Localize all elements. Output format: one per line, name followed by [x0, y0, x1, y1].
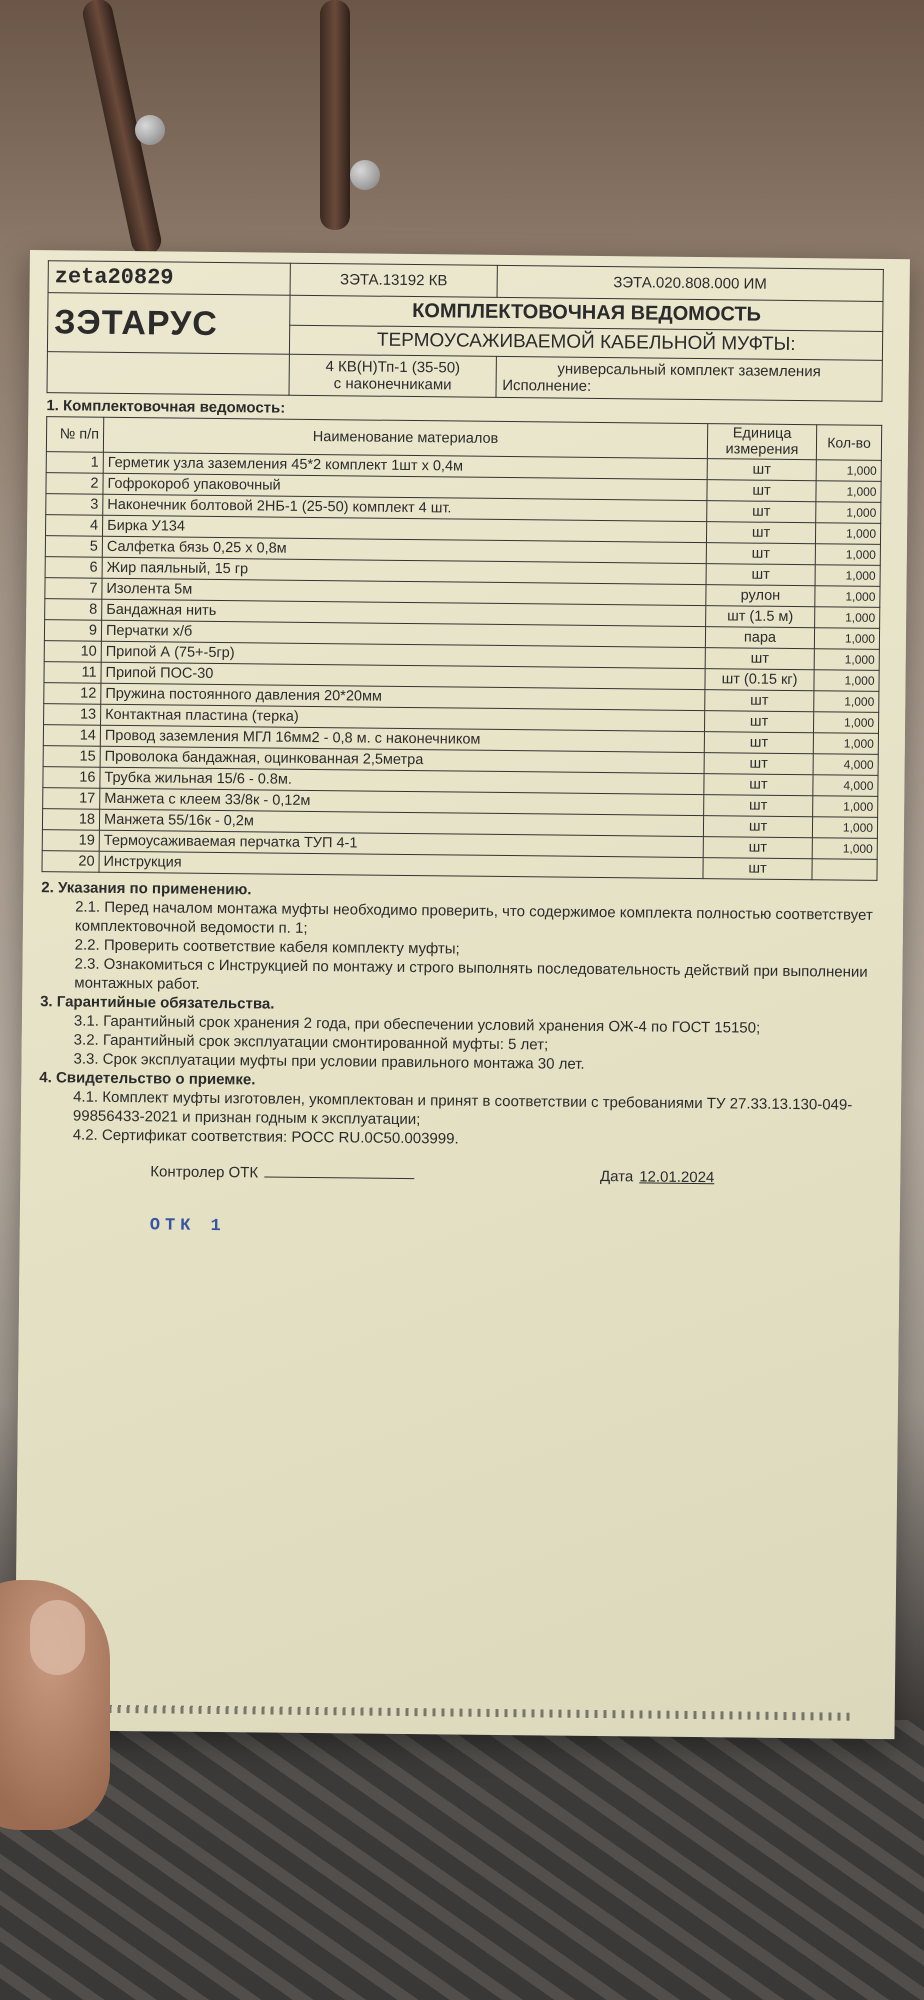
row-number: 3	[46, 494, 103, 516]
row-number: 9	[44, 620, 101, 642]
row-unit: шт	[704, 753, 813, 775]
header-block	[47, 260, 884, 402]
doc-code-right: ЗЭТА.020.808.000 ИМ	[497, 265, 884, 301]
row-number: 13	[44, 704, 101, 726]
company-logo: ЗЭТАРУС	[47, 293, 290, 355]
finger-nail	[30, 1600, 85, 1675]
col-qty: Кол-во	[816, 425, 881, 461]
col-name: Наименование материалов	[103, 417, 707, 458]
row-name: Салфетка бязь 0,25 х 0,8м	[102, 536, 706, 563]
row-number: 10	[44, 641, 101, 663]
row-number: 5	[45, 536, 102, 558]
row-qty: 1,000	[815, 523, 880, 545]
date-value: 12.01.2024	[639, 1168, 715, 1187]
row-qty: 1,000	[815, 544, 880, 566]
model-name: 4 КВ(Н)Тп-1 (35-50)	[325, 358, 461, 377]
document-content	[38, 260, 884, 1243]
row-number: 14	[43, 725, 100, 747]
carpet-background	[0, 1720, 924, 2000]
model-note: с наконечниками	[333, 375, 452, 394]
row-qty	[812, 859, 877, 881]
section3	[39, 992, 876, 1077]
row-name: Проволока бандажная, оцинкованная 2,5метра	[100, 746, 704, 773]
row-number: 17	[43, 788, 100, 810]
section2-item: 2.3. Ознакомиться с Инструкцией по монтажу и строго выполнять последовательность действий при выполнении монтажных работ.	[74, 955, 868, 993]
section2	[40, 878, 877, 1001]
row-qty: 1,000	[814, 649, 879, 671]
date-block	[600, 1168, 714, 1186]
row-unit: шт	[706, 543, 815, 565]
row-qty: 1,000	[814, 691, 879, 713]
section4-item: 4.2. Сертификат соответствия: РОСС RU.0C50.003999.	[72, 1126, 459, 1148]
row-name: Припой А (75+-5гр)	[101, 641, 705, 668]
row-number: 1	[46, 452, 103, 474]
row-qty: 4,000	[813, 775, 878, 797]
row-qty: 1,000	[816, 481, 881, 503]
date-label: Дата	[599, 1168, 634, 1186]
row-number: 12	[44, 683, 101, 705]
row-number: 11	[44, 662, 101, 684]
grounding-cell	[496, 356, 883, 401]
cabinet-knob	[350, 160, 380, 190]
section1-title: 1. Комплектовочная ведомость:	[46, 397, 286, 417]
row-unit: шт	[703, 858, 812, 880]
section4	[39, 1068, 876, 1153]
doc-title: КОМПЛЕКТОВОЧНАЯ ВЕДОМОСТЬ	[290, 295, 883, 331]
row-unit: шт	[703, 837, 812, 859]
row-unit: шт	[707, 501, 816, 523]
row-name: Гофрокороб упаковочный	[103, 473, 707, 500]
row-name: Герметик узла заземления 45*2 комплект 1шт х 0,4м	[103, 452, 707, 479]
section2-title: 2. Указания по применению.	[41, 879, 252, 899]
row-number: 4	[46, 515, 103, 537]
row-qty: 1,000	[812, 817, 877, 839]
row-number: 2	[46, 473, 103, 495]
row-unit: рулон	[706, 585, 815, 607]
row-name: Манжета с клеем 33/8к - 0,12м	[100, 788, 704, 815]
row-name: Трубка жильная 15/6 - 0.8м.	[100, 767, 704, 794]
section3-item: 3.2. Гарантийный срок эксплуатации смонтированной муфты: 5 лет;	[73, 1031, 549, 1054]
row-number: 6	[45, 557, 102, 579]
row-qty: 1,000	[813, 733, 878, 755]
row-qty: 1,000	[812, 838, 877, 860]
row-unit: шт	[704, 795, 813, 817]
row-name: Жир паяльный, 15 гр	[102, 557, 706, 584]
row-number: 15	[43, 746, 100, 768]
materials-table	[41, 416, 882, 881]
row-qty: 1,000	[814, 670, 879, 692]
row-unit: шт (1.5 м)	[706, 606, 815, 628]
row-number: 18	[42, 809, 99, 831]
doc-code-center: ЗЭТА.13192 КВ	[290, 263, 497, 297]
col-unit: Единица измерения	[707, 424, 816, 460]
row-unit: шт	[707, 459, 816, 481]
row-unit: пара	[705, 627, 814, 649]
section3-title: 3. Гарантийные обязательства.	[40, 993, 275, 1013]
row-unit: шт	[704, 711, 813, 733]
row-number: 8	[45, 599, 102, 621]
grounding-text: универсальный комплект заземления	[557, 360, 821, 381]
signoff-row	[38, 1162, 874, 1188]
section2-item: 2.2. Проверить соответствие кабеля комплекту муфты;	[74, 936, 460, 958]
doc-code-left: zeta20829	[48, 261, 291, 296]
document-sheet	[15, 250, 910, 1739]
row-unit: шт	[704, 732, 813, 754]
row-unit: шт	[707, 480, 816, 502]
row-unit: шт (0.15 кг)	[705, 669, 814, 691]
otk-stamp: ОТК 1	[149, 1216, 226, 1237]
controller-signature	[150, 1163, 414, 1183]
controller-label: Контролер ОТК	[150, 1163, 259, 1182]
doc-subtitle: ТЕРМОУСАЖИВАЕМОЙ КАБЕЛЬНОЙ МУФТЫ:	[290, 325, 883, 360]
row-unit: шт	[705, 690, 814, 712]
section4-item: 4.1. Комплект муфты изготовлен, укомплектован и принят в соответствии с требованиями ТУ 27.33.13.130-049-99856433-2021 и признан годным к эксплуатации;	[72, 1088, 853, 1129]
execution-label: Исполнение:	[502, 376, 592, 395]
section4-title: 4. Свидетельство о приемке.	[39, 1069, 256, 1089]
row-qty: 1,000	[816, 460, 881, 482]
row-qty: 1,000	[813, 796, 878, 818]
section3-item: 3.3. Срок эксплуатации муфты при условии правильного монтажа 30 лет.	[73, 1050, 585, 1073]
row-name: Контактная пластина (терка)	[101, 704, 705, 731]
row-number: 19	[42, 830, 99, 852]
row-unit: шт	[705, 648, 814, 670]
row-name: Перчатки х/б	[101, 620, 705, 647]
row-qty: 1,000	[814, 628, 879, 650]
row-name: Бандажная нить	[102, 599, 706, 626]
row-name: Изолента 5м	[102, 578, 706, 605]
row-name: Инструкция	[99, 851, 703, 878]
row-number: 20	[42, 851, 99, 873]
row-qty: 1,000	[815, 586, 880, 608]
row-qty: 1,000	[816, 502, 881, 524]
section3-item: 3.1. Гарантийный срок хранения 2 года, при обеспечении условий хранения ОЖ-4 по ГОСТ 15150;	[73, 1012, 761, 1037]
row-qty: 1,000	[815, 565, 880, 587]
row-name: Термоусаживаемая перчатка ТУП 4-1	[99, 830, 703, 857]
row-name: Наконечник болтовой 2НБ-1 (25-50) комплект 4 шт.	[103, 494, 707, 521]
row-unit: шт	[706, 564, 815, 586]
col-number: № п/п	[46, 417, 103, 453]
torn-edge	[55, 1704, 855, 1720]
row-unit: шт	[703, 816, 812, 838]
row-name: Бирка У134	[103, 515, 707, 542]
row-name: Припой ПОС-30	[101, 662, 705, 689]
row-name: Манжета 55/16к - 0,2м	[99, 809, 703, 836]
model-cell	[289, 354, 496, 397]
row-unit: шт	[706, 522, 815, 544]
row-unit: шт	[704, 774, 813, 796]
section2-item: 2.1. Перед началом монтажа муфты необходимо проверить, что содержимое комплекта полностью соответствует комплектовочной ведомости п. 1;	[74, 898, 873, 937]
row-qty: 1,000	[813, 712, 878, 734]
row-name: Пружина постоянного давления 20*20мм	[101, 683, 705, 710]
row-number: 7	[45, 578, 102, 600]
row-qty: 4,000	[813, 754, 878, 776]
cabinet-handle-right	[320, 0, 350, 230]
row-number: 16	[43, 767, 100, 789]
row-qty: 1,000	[815, 607, 880, 629]
cabinet-knob	[135, 115, 165, 145]
signature-line	[264, 1177, 414, 1180]
row-name: Провод заземления МГЛ 16мм2 - 0,8 м. с наконечником	[100, 725, 704, 752]
